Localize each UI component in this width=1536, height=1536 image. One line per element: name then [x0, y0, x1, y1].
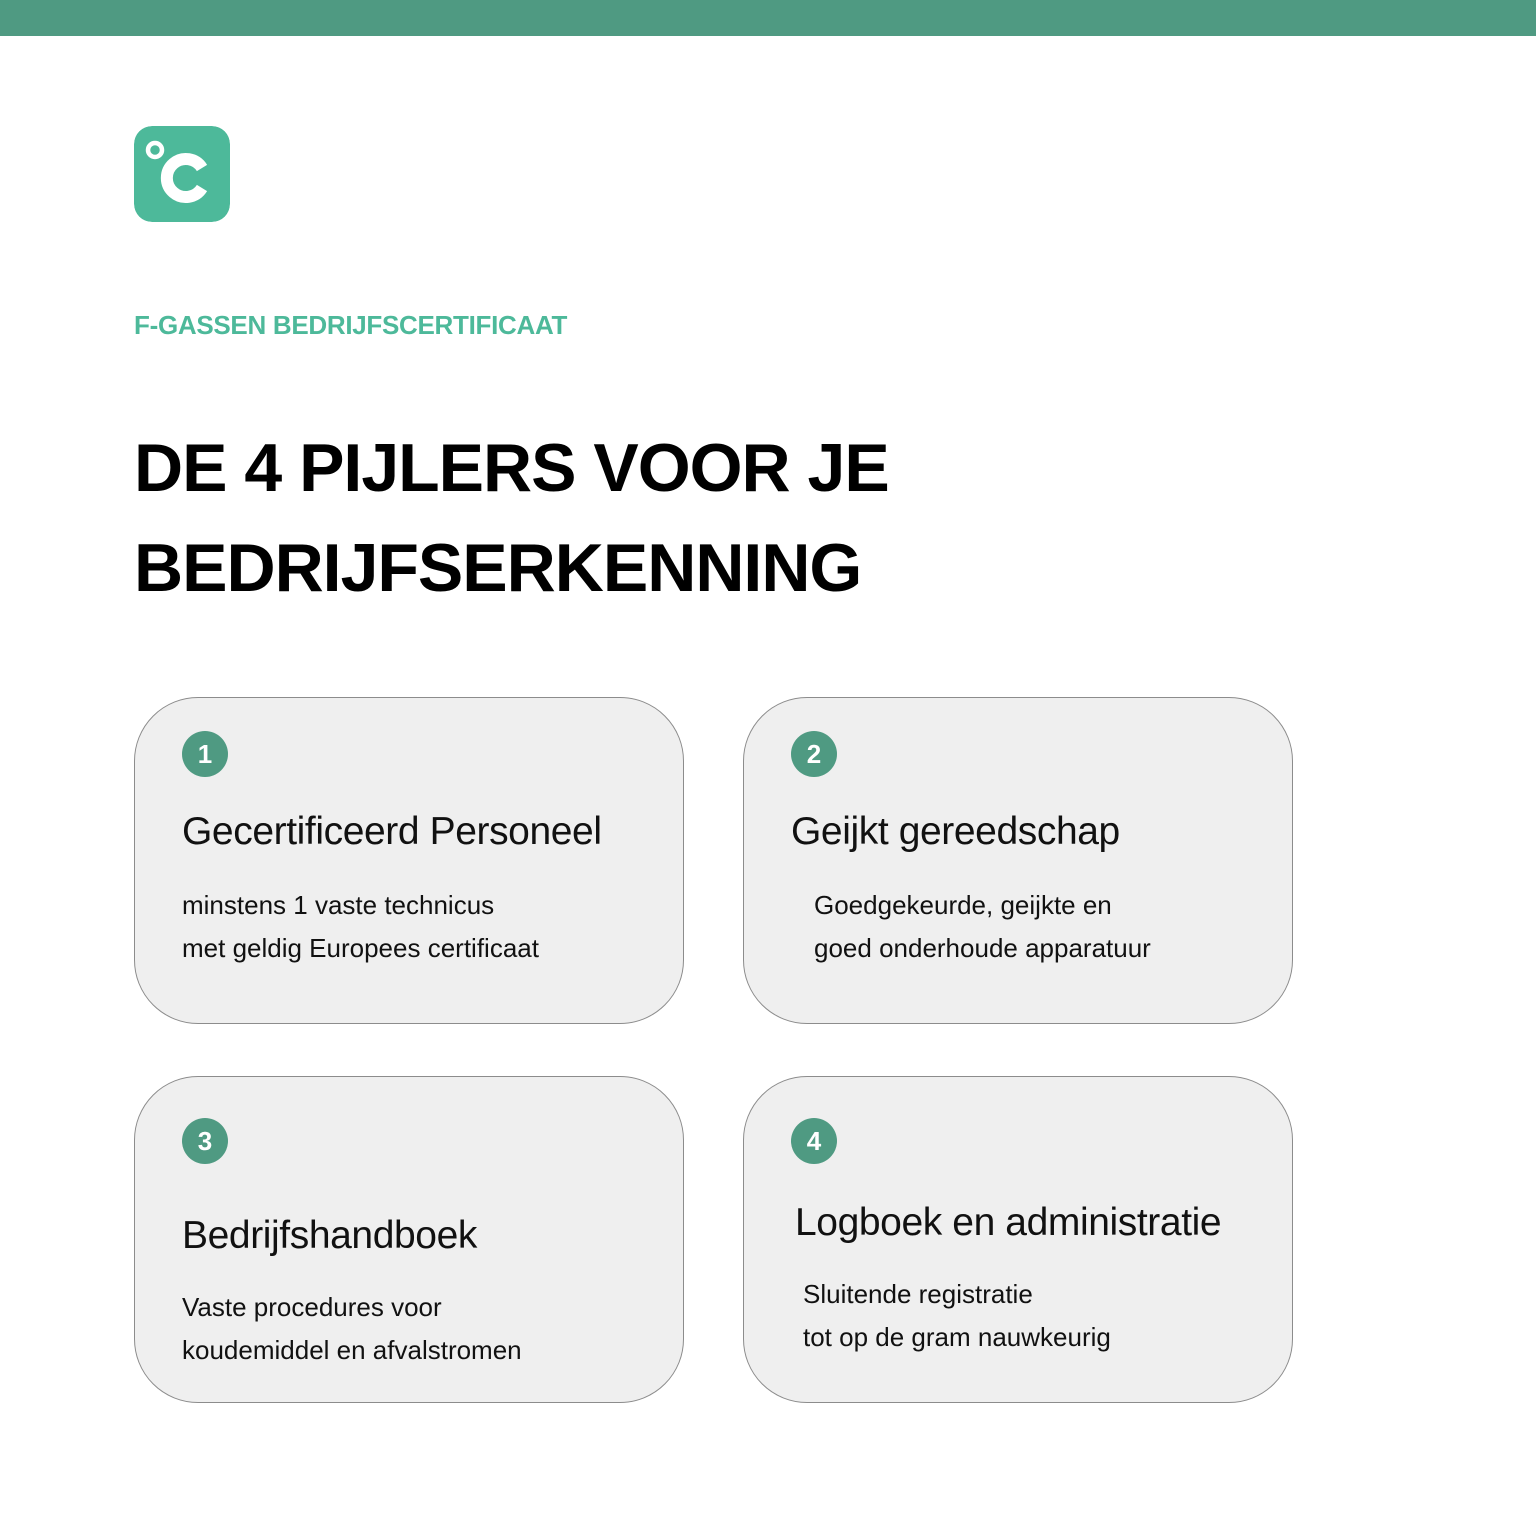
pillar-description-line: goed onderhoude apparatuur: [814, 933, 1151, 963]
pillar-card-personnel: [134, 697, 684, 1024]
pillar-card-handbook: [134, 1076, 684, 1403]
pillar-description: [814, 884, 1151, 970]
pillar-number-badge: 1: [182, 731, 228, 777]
pillar-description-line: tot op de gram nauwkeurig: [803, 1322, 1111, 1352]
pillar-description: [803, 1273, 1111, 1359]
eyebrow-label: F-GASSEN BEDRIJFSCERTIFICAAT: [134, 310, 568, 340]
page-title-line-2: BEDRIJFSERKENNING: [134, 530, 862, 606]
pillar-title: Gecertificeerd Personeel: [182, 810, 602, 853]
pillar-description: [182, 884, 539, 970]
pillar-description-line: minstens 1 vaste technicus: [182, 890, 495, 920]
pillar-card-logbook: [743, 1076, 1293, 1403]
pillar-description-line: met geldig Europees certificaat: [182, 933, 539, 963]
pillar-number-badge: 2: [791, 731, 837, 777]
page-title: [134, 418, 1034, 618]
pillar-card-tools: [743, 697, 1293, 1024]
pillar-number-badge: 4: [791, 1118, 837, 1164]
page-title-line-1: DE 4 PIJLERS VOOR JE: [134, 430, 889, 506]
pillar-number-badge: 3: [182, 1118, 228, 1164]
brand-logo: [134, 126, 230, 222]
pillar-description-line: Vaste procedures voor: [182, 1292, 442, 1322]
pillar-title: Geijkt gereedschap: [791, 810, 1120, 853]
pillar-title: Bedrijfshandboek: [182, 1214, 477, 1257]
pillar-description-line: Goedgekeurde, geijkte en: [814, 890, 1112, 920]
degree-celsius-icon: [134, 126, 230, 222]
pillar-description: [182, 1286, 522, 1372]
pillar-description-line: Sluitende registratie: [803, 1279, 1033, 1309]
pillar-title: Logboek en administratie: [795, 1201, 1222, 1244]
pillar-description-line: koudemiddel en afvalstromen: [182, 1335, 522, 1365]
top-accent-bar: [0, 0, 1536, 36]
